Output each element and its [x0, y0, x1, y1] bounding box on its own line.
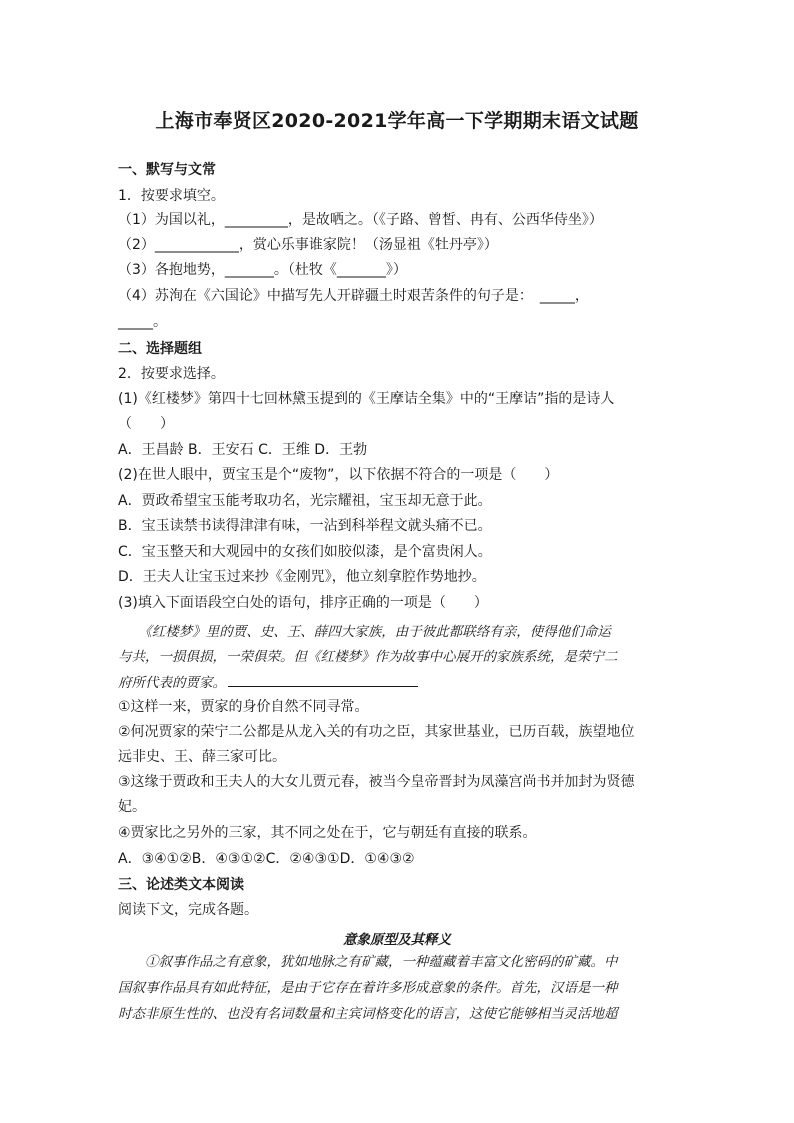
passage-line-3: [118, 672, 418, 693]
question-1-item-3: （3）各抱地势，_______。（杜牧《_______》）: [118, 262, 407, 278]
sentence-3: ③这缘于贾政和王夫人的大女儿贾元春，被当今皇帝晋封为凤藻宫尚书并加封为贤德: [118, 774, 635, 790]
question-1-item-4: （4）苏洵在《六国论》中描写先人开辟疆土时艰苦条件的句子是： _____，: [118, 288, 589, 304]
passage-line-3-text: 府所代表的贾家。: [118, 675, 226, 691]
question-2-2-option-c: C．宝玉整天和大观园中的女孩们如胶似漆，是个富贵闲人。: [118, 544, 492, 560]
question-2-2-text: (2)在世人眼中，贾宝玉是个“废物”，以下依据不符合的一项是（ ）: [118, 467, 559, 483]
article-title: 意象原型及其释义: [343, 932, 451, 948]
article-line-1: ①叙事作品之有意象，犹如地脉之有矿藏，一种蕴藏着丰富文化密码的矿藏。中: [118, 954, 618, 970]
question-1-stem: 1．按要求填空。: [118, 188, 225, 204]
article-line-2: 国叙事作品具有如此特征，是由于它存在着许多形成意象的条件。首先，汉语是一种: [118, 980, 618, 996]
section-3-instruction: 阅读下文，完成各题。: [118, 902, 258, 918]
question-1-item-1: （1）为国以礼，_________，是故哂之。（《子路、曾皙、冉有、公西华侍坐》）: [118, 212, 603, 228]
section-2-heading: 二、选择题组: [118, 341, 202, 357]
question-2-1-options: A．王昌龄 B．王安石 C．王维 D．王勃: [118, 442, 368, 458]
question-2-3-options: A．③④①②B．④③①②C．②④③①D．①④③②: [118, 851, 415, 867]
sentence-3-continued: 妃。: [118, 799, 146, 815]
section-3-heading: 三、论述类文本阅读: [118, 877, 244, 893]
page-title: 上海市奉贤区2020-2021学年高一下学期期末语文试题: [155, 110, 639, 132]
sentence-4: ④贾家比之另外的三家，其不同之处在于，它与朝廷有直接的联系。: [118, 825, 537, 841]
question-2-2-option-a: A．贾政希望宝玉能考取功名，光宗耀祖，宝玉却无意于此。: [118, 493, 492, 509]
question-2-3-text: (3)填入下面语段空白处的语句，排序正确的一项是（ ）: [118, 595, 488, 611]
sentence-2-continued: 远非史、王、薛三家可比。: [118, 749, 286, 765]
passage-blank-line: [228, 672, 418, 687]
question-2-1-text: (1)《红楼梦》第四十七回林黛玉提到的《王摩诘全集》中的“王摩诘”指的是诗人: [118, 391, 615, 407]
question-1-item-4-continued: _____。: [118, 314, 167, 330]
question-2-1-bracket: （ ）: [118, 416, 174, 432]
section-1-heading: 一、默写与文常: [118, 162, 216, 178]
sentence-2: ②何况贾家的荣宁二公都是从龙入关的有功之臣，其家世基业，已历百载，族望地位: [118, 724, 635, 740]
article-line-3: 时态非原生性的、也没有名词数量和主宾词格变化的语言，这使它能够相当灵活地超: [118, 1006, 618, 1022]
question-2-2-option-b: B．宝玉读禁书读得津津有味，一沾到科举程文就头痛不已。: [118, 518, 492, 534]
passage-line-1: 《红楼梦》里的贾、史、王、薛四大家族，由于彼此都联络有亲，使得他们命运: [118, 624, 611, 640]
question-2-2-option-d: D．王夫人让宝玉过来抄《金刚咒》，他立刻拿腔作势地抄。: [118, 569, 486, 585]
sentence-1: ①这样一来，贾家的身价自然不同寻常。: [118, 699, 369, 715]
question-1-item-2: （2）____________，赏心乐事谁家院！（汤显祖《牡丹亭》）: [118, 237, 498, 253]
passage-line-2: 与共，一损俱损，一荣俱荣。但《红楼梦》作为故事中心展开的家族系统，是荣宁二: [118, 649, 618, 665]
question-2-stem: 2．按要求选择。: [118, 366, 225, 382]
